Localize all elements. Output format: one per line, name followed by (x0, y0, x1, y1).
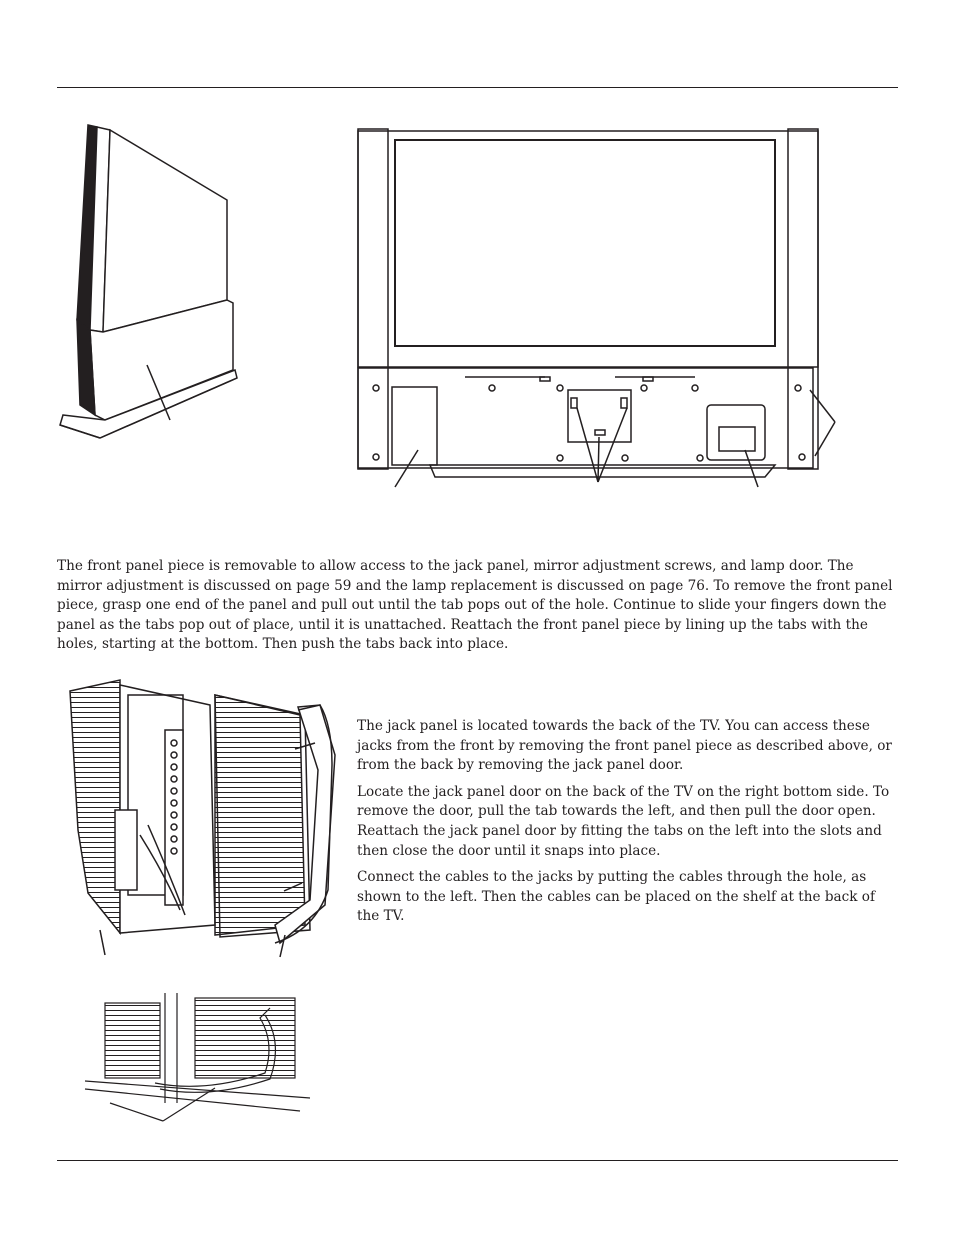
bottom-rule (57, 1160, 898, 1161)
cable-routing-figure (85, 993, 310, 1128)
jack-panel-location-paragraph: The jack panel is located towards the back of the TV. You can access these jacks from the front by removing the front panel piece as described above, or from the back by removing the jack panel door. (357, 718, 892, 774)
jack-panel-door-paragraph: Locate the jack panel door on the back of the TV on the right bottom side. To remove the door, pull the tab towards the left, and then pull the door open. Reattach the jack panel door by fitting the tabs on the left into the slots and then close the door until it snaps into place. (357, 783, 890, 859)
jack-panel-text (357, 717, 899, 927)
jack-panel-access-figure (70, 675, 345, 960)
tv-front-view-figure (355, 125, 845, 495)
top-rule (57, 87, 898, 88)
intro-paragraph: The front panel piece is removable to allow access to the jack panel, mirror adjustment screws, and lamp door. The mirror adjustment is discussed on page 59 and the lamp replacement is discussed on page 76. To remove the front panel piece, grasp one end of the panel and pull out until the tab pops out of the hole. Continue to slide your fingers down the panel as the tabs pop out of place, until it is unattached. Reattach the front panel piece by lining up the tabs with the holes, starting at the bottom. Then push the tabs back into place. (57, 558, 893, 653)
tv-side-view-figure (55, 120, 245, 445)
cable-connection-paragraph: Connect the cables to the jacks by putting the cables through the hole, as shown to the left. Then the cables can be placed on the shelf at the back of the TV. (357, 869, 876, 925)
